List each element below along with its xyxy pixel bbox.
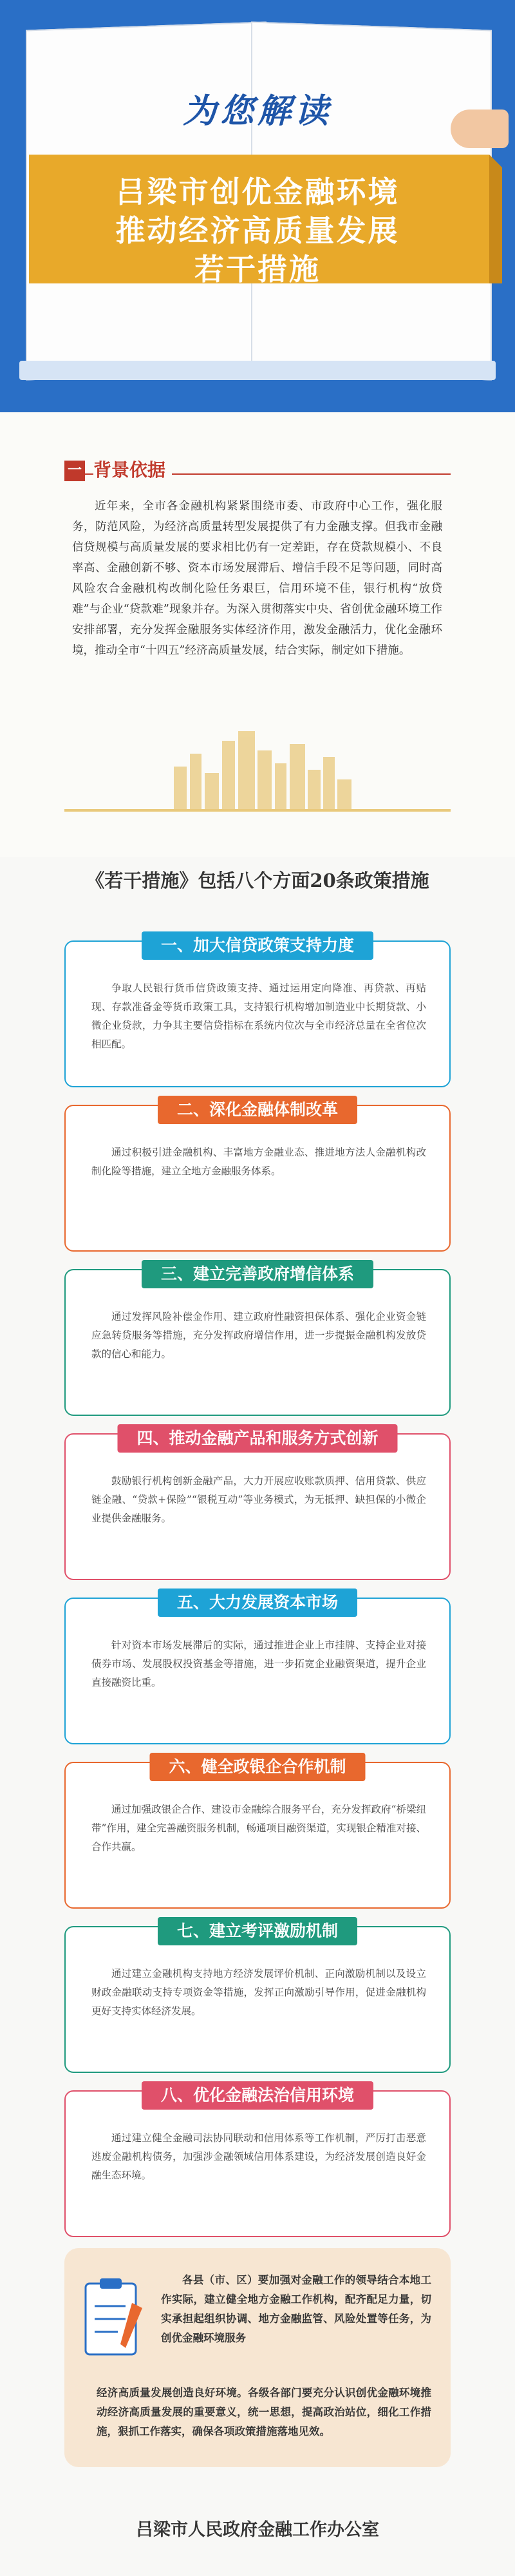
measure-label: 五、大力发展资本市场 [158,1589,357,1617]
hero-title-line-3: 若干措施 [194,252,321,287]
measure-label: 二、深化金融体制改革 [158,1096,357,1124]
hero-title-line-1: 吕梁市创优金融环境 [115,175,400,209]
clipboard-pen-icon [80,2277,148,2361]
measure-body: 针对资本市场发展滞后的实际，通过推进企业上市挂牌、支持企业对接债券市场、发展股权投资基金等措施，进一步拓宽企业融资渠道，提升企业直接融资比重。 [91,1639,426,1688]
section-number-badge: 一 [64,461,85,481]
measure-card [64,1922,451,2073]
measure-body: 通过建立金融机构支持地方经济发展评价机制、正向激励机制以及设立财政金融联动支持专项资金等措施，发挥正向激励引导作用，促进金融机构更好支持实体经济发展。 [91,1968,426,2017]
background-heading: 背景依据 [93,456,172,482]
city-skyline-icon [64,728,451,812]
measure-card [64,1757,451,1909]
measure-body: 通过建立健全金融司法协同联动和信用体系等工作机制，严厉打击恶意逃废金融机构债务，加强涉金融领域信用体系建设，为经济发展创造良好金融生态环境。 [91,2132,426,2181]
measure-card [64,1264,451,1416]
hero-banner [0,0,515,412]
measure-label: 七、建立考评激励机制 [158,1917,357,1945]
measure-label: 六、健全政银企合作机制 [149,1753,365,1781]
measure-body: 鼓励银行机构创新金融产品，大力开展应收账款质押、信用贷款、供应链金融、“贷款+保险”“银税互动”等业务模式，为无抵押、缺担保的小微企业提供金融服务。 [91,1475,426,1524]
measure-label: 一、加大信贷政策支持力度 [142,931,373,960]
note-text-b: 经济高质量发展创造良好环境。各级各部门要充分认识创优金融环境推动经济高质量发展的重要意义，统一思想，提高政治站位，细化工作措施，狠抓工作落实，确保各项政策措施落地见效。 [97,2387,431,2438]
measure-body: 争取人民银行货币信贷政策支持、通过运用定向降准、再贷款、再贴现、存款准备金等货币政策工具，支持银行机构增加制造业中长期贷款、小微企业贷款，力争其主要信贷指标在系统内位次与全市经济总量在全省位次相匹配。 [91,982,426,1050]
measure-body: 通过加强政银企合作、建设市金融综合服务平台，充分发挥政府“桥梁纽带”作用，建全完善融资服务机制，畅通项目融资渠道，实现银企精准对接、合作共赢。 [91,1804,426,1853]
issuer-footer: 吕梁市人民政府金融工作办公室 [136,2520,379,2540]
hero-kicker: 为您解读 [182,92,332,131]
measure-card [64,1100,451,1252]
measure-card [64,1429,451,1580]
note-text-a: 各县（市、区）要加强对金融工作的领导结合本地工作实际，建立健全地方金融工作机构，配齐配足力量，切实承担起组织协调、地方金融监管、风险处置等任务，为创优金融环境服务 [161,2274,431,2344]
measure-label: 四、推动金融产品和服务方式创新 [117,1424,397,1453]
measure-card [64,936,451,1087]
measures-title: 《若干措施》包括八个方面20条政策措施 [86,870,429,892]
measure-card [64,1593,451,1744]
measure-label: 八、优化金融法治信用环境 [142,2081,373,2110]
measure-card [64,2086,451,2237]
background-body: 近年来，全市各金融机构紧紧围绕市委、市政府中心工作，强化服务，防范风险，为经济高质量转型发展提供了有力金融支撑。但我市金融信贷规模与高质量发展的要求相比仍有一定差距，存在贷款规模小、不良率高、金融创新不够、资本市场发展滞后、增信手段不足等问题，同时高风险农合金融机构改制化险任务艰巨，信用环境不佳，银行机构“放贷难”与企业“贷款难”现象并存。为深入贯彻落实中央、省创优金融环境工作安排部署，充分发挥金融服务实体经济作用，激发金融活力，优化金融环境，推动全市“十四五”经济高质量发展，结合实际，制定如下措施。 [72,500,442,657]
measure-body: 通过发挥风险补偿金作用、建立政府性融资担保体系、强化企业资金链应急转贷服务等措施，充分发挥政府增信作用，进一步提振金融机构发放贷款的信心和能力。 [91,1311,426,1360]
hero-title-line-2: 推动经济高质量发展 [115,213,400,248]
measure-label: 三、建立完善政府增信体系 [142,1260,373,1288]
book-base [19,361,496,380]
measure-body: 通过积极引进金融机构、丰富地方金融业态、推进地方法人金融机构改制化险等措施，建立全地方金融服务体系。 [91,1147,426,1177]
